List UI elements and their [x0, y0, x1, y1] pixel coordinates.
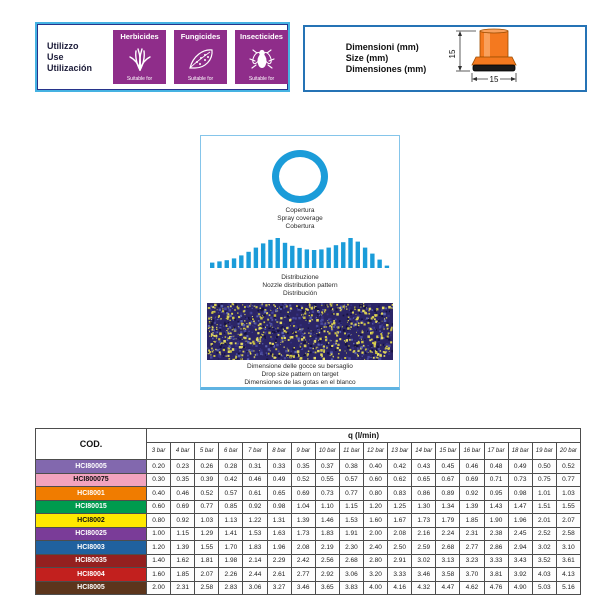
table-row: [36, 581, 581, 595]
flow-value: 3.27: [267, 581, 291, 595]
flow-value: 2.86: [484, 541, 508, 555]
flow-value: 3.02: [412, 554, 436, 568]
flow-value: 0.98: [267, 500, 291, 514]
usage-labels: [37, 41, 113, 74]
flow-value: 0.39: [195, 473, 219, 487]
dropsize-caption: [244, 363, 355, 387]
flow-value: 0.28: [219, 460, 243, 474]
flow-value: 1.81: [195, 554, 219, 568]
flow-value: 0.62: [388, 473, 412, 487]
flow-value: 3.83: [339, 581, 363, 595]
grass-icon: [127, 47, 153, 71]
flow-value: 3.23: [460, 554, 484, 568]
tile-insecticides: [235, 30, 288, 84]
flow-value: 1.30: [412, 500, 436, 514]
flow-value: 4.13: [556, 568, 580, 582]
distribution-bar: [210, 263, 214, 268]
tile-herbicides: [113, 30, 166, 84]
dropsize-caption-en: Drop size pattern on target: [261, 371, 339, 378]
pressure-col-12bar: 12 bar: [363, 443, 387, 460]
distribution-bar: [312, 250, 316, 268]
flow-value: 0.77: [339, 487, 363, 501]
flow-value: 1.62: [171, 554, 195, 568]
flow-value: 1.63: [267, 527, 291, 541]
flow-value: 2.77: [460, 541, 484, 555]
flow-value: 0.92: [171, 514, 195, 528]
distribution-bar-chart: [209, 236, 391, 273]
flow-value: 3.43: [508, 554, 532, 568]
flow-value: 2.30: [339, 541, 363, 555]
flow-value: 2.00: [363, 527, 387, 541]
distribution-bar: [326, 248, 330, 268]
pressure-col-6bar: 6 bar: [219, 443, 243, 460]
flow-value: 4.00: [363, 581, 387, 595]
flow-value: 3.58: [436, 568, 460, 582]
flow-value: 0.35: [171, 473, 195, 487]
distribution-bar: [297, 248, 301, 268]
flow-value: 0.35: [291, 460, 315, 474]
flow-value: 0.30: [147, 473, 171, 487]
flow-value: 1.98: [219, 554, 243, 568]
flow-value: 0.77: [556, 473, 580, 487]
flow-value: 0.50: [532, 460, 556, 474]
flow-value: 0.95: [484, 487, 508, 501]
flow-value: 2.59: [412, 541, 436, 555]
flow-value: 0.83: [388, 487, 412, 501]
pressure-col-17bar: 17 bar: [484, 443, 508, 460]
flow-value: 0.26: [195, 460, 219, 474]
flow-value: 1.03: [195, 514, 219, 528]
flow-value: 1.73: [412, 514, 436, 528]
flow-value: 0.43: [412, 460, 436, 474]
usage-label-it: Utilizzo: [47, 40, 79, 51]
flow-value: 0.69: [291, 487, 315, 501]
flow-value: 0.80: [147, 514, 171, 528]
flow-value: 0.20: [147, 460, 171, 474]
distribution-bar: [217, 261, 221, 268]
pressure-col-4bar: 4 bar: [171, 443, 195, 460]
flow-value: 1.85: [460, 514, 484, 528]
flow-value: 1.20: [363, 500, 387, 514]
dim-label-en: Size (mm): [345, 53, 389, 63]
flow-value: 0.31: [243, 460, 267, 474]
flow-value: 0.55: [315, 473, 339, 487]
flow-value: 2.61: [267, 568, 291, 582]
flow-value: 3.46: [291, 581, 315, 595]
flow-value: 2.56: [315, 554, 339, 568]
flow-value: 3.92: [508, 568, 532, 582]
flow-value: 2.26: [219, 568, 243, 582]
flow-value: 1.83: [243, 541, 267, 555]
flow-value: 0.69: [460, 473, 484, 487]
pressure-col-8bar: 8 bar: [267, 443, 291, 460]
tile-insecticides-title: Insecticides: [240, 32, 283, 41]
flow-value: 0.52: [556, 460, 580, 474]
flow-value: 2.92: [315, 568, 339, 582]
distribution-caption-it: Distribuzione: [281, 274, 319, 281]
pressure-col-3bar: 3 bar: [147, 443, 171, 460]
flow-value: 2.68: [436, 541, 460, 555]
flow-value: 0.92: [460, 487, 484, 501]
flow-value: 4.03: [532, 568, 556, 582]
flow-value: 1.20: [147, 541, 171, 555]
flow-value: 5.03: [532, 581, 556, 595]
flow-rate-table: [35, 428, 581, 595]
flow-value: 3.61: [556, 554, 580, 568]
flow-value: 3.13: [436, 554, 460, 568]
flow-value: 4.90: [508, 581, 532, 595]
flow-value: 1.53: [243, 527, 267, 541]
table-row: [36, 500, 581, 514]
flow-value: 1.51: [532, 500, 556, 514]
coverage-caption-en: Spray coverage: [277, 215, 323, 222]
distribution-bar: [276, 238, 280, 268]
flow-value: 2.07: [556, 514, 580, 528]
flow-value: 1.03: [556, 487, 580, 501]
spray-pattern-box: [200, 135, 400, 390]
flow-value: 0.38: [339, 460, 363, 474]
flow-value: 0.52: [195, 487, 219, 501]
cod-header: COD.: [36, 429, 147, 460]
flow-value: 1.39: [291, 514, 315, 528]
tile-fungicides-caption: Suitable for: [187, 76, 214, 82]
nozzle-code-HCI80035: HCI80035: [36, 554, 147, 568]
pressure-col-19bar: 19 bar: [532, 443, 556, 460]
usage-tiles: [113, 30, 288, 84]
flow-value: 1.91: [339, 527, 363, 541]
flow-value: 1.29: [195, 527, 219, 541]
dropsize-caption-es: Dimensiones de las gotas en el blanco: [244, 379, 356, 386]
flow-value: 0.45: [436, 460, 460, 474]
flow-value: 1.60: [363, 514, 387, 528]
flow-value: 0.49: [267, 473, 291, 487]
dropsize-caption-it: Dimensione delle gocce su bersaglio: [247, 363, 353, 370]
pressure-col-15bar: 15 bar: [436, 443, 460, 460]
flow-value: 3.20: [363, 568, 387, 582]
flow-value: 1.67: [388, 514, 412, 528]
nozzle-code-HCI8001: HCI8001: [36, 487, 147, 501]
flow-value: 3.06: [243, 581, 267, 595]
dimensions-box: [303, 25, 587, 92]
pressure-col-11bar: 11 bar: [339, 443, 363, 460]
flow-value: 1.39: [171, 541, 195, 555]
flow-value: 2.50: [388, 541, 412, 555]
flow-value: 3.33: [484, 554, 508, 568]
flow-value: 2.83: [219, 581, 243, 595]
flow-value: 2.80: [363, 554, 387, 568]
dim-label-it: Dimensioni (mm): [345, 42, 419, 52]
flow-value: 2.44: [243, 568, 267, 582]
distribution-bar: [319, 249, 323, 268]
tile-fungicides: [174, 30, 227, 84]
flow-value: 0.49: [508, 460, 532, 474]
nozzle-code-HCI8003: HCI8003: [36, 541, 147, 555]
table-row: [36, 473, 581, 487]
distribution-bar: [261, 243, 265, 268]
flow-value: 0.46: [460, 460, 484, 474]
table-row: [36, 527, 581, 541]
pressure-col-16bar: 16 bar: [460, 443, 484, 460]
table-row: [36, 568, 581, 582]
flow-value: 2.08: [291, 541, 315, 555]
flow-value: 1.40: [147, 554, 171, 568]
flow-value: 2.58: [556, 527, 580, 541]
flow-value: 1.43: [484, 500, 508, 514]
distribution-bar: [290, 246, 294, 268]
distribution-bar: [334, 245, 338, 268]
flow-value: 0.65: [267, 487, 291, 501]
flow-value: 1.01: [532, 487, 556, 501]
flow-value: 0.23: [171, 460, 195, 474]
flow-value: 2.31: [460, 527, 484, 541]
usage-label-en: Use: [47, 51, 64, 62]
flow-value: 0.42: [388, 460, 412, 474]
table-row: [36, 514, 581, 528]
flow-value: 1.22: [243, 514, 267, 528]
flow-value: 0.40: [363, 460, 387, 474]
flow-value: 0.46: [171, 487, 195, 501]
table-row: [36, 554, 581, 568]
nozzle-code-HCI8002: HCI8002: [36, 514, 147, 528]
flow-value: 0.80: [363, 487, 387, 501]
flow-value: 4.16: [388, 581, 412, 595]
flow-value: 2.68: [339, 554, 363, 568]
flow-value: 2.08: [388, 527, 412, 541]
flow-value: 1.13: [219, 514, 243, 528]
flow-value: 2.24: [436, 527, 460, 541]
distribution-caption: [262, 274, 337, 298]
flow-value: 1.60: [147, 568, 171, 582]
nozzle-code-HCI8004: HCI8004: [36, 568, 147, 582]
flow-value: 0.77: [195, 500, 219, 514]
nozzle-code-HCI80015: HCI80015: [36, 500, 147, 514]
flow-value: 0.60: [147, 500, 171, 514]
flow-value: 0.86: [412, 487, 436, 501]
flow-value: 3.70: [460, 568, 484, 582]
flow-value: 3.06: [339, 568, 363, 582]
distribution-bar: [370, 254, 374, 268]
table-row: [36, 460, 581, 474]
flow-value: 1.96: [267, 541, 291, 555]
dimension-labels: [346, 42, 427, 75]
leaf-icon: [187, 47, 215, 71]
coverage-caption: [277, 207, 323, 231]
tile-herbicides-caption: Suitable for: [126, 76, 153, 82]
flow-value: 0.73: [508, 473, 532, 487]
nozzle-code-HCI80005: HCI80005: [36, 460, 147, 474]
flow-value: 1.34: [436, 500, 460, 514]
flow-value: 1.47: [508, 500, 532, 514]
pressure-col-7bar: 7 bar: [243, 443, 267, 460]
flow-value: 2.45: [508, 527, 532, 541]
distribution-bar: [341, 242, 345, 268]
flow-value: 0.33: [267, 460, 291, 474]
pressure-col-20bar: 20 bar: [556, 443, 580, 460]
fly-icon: [249, 47, 275, 71]
distribution-bar: [305, 249, 309, 268]
flow-value: 1.55: [195, 541, 219, 555]
flow-value: 2.42: [291, 554, 315, 568]
q-header: q (l/min): [147, 429, 581, 443]
flow-value: 0.65: [412, 473, 436, 487]
tile-insecticides-caption: Suitable for: [248, 76, 275, 82]
nozzle-code-HCI8005: HCI8005: [36, 581, 147, 595]
flow-value: 0.73: [315, 487, 339, 501]
flow-value: 1.79: [436, 514, 460, 528]
flow-value: 1.53: [339, 514, 363, 528]
table-row: [36, 487, 581, 501]
distribution-caption-es: Distribución: [283, 290, 317, 297]
tile-fungicides-title: Fungicides: [180, 32, 221, 41]
flow-value: 1.90: [484, 514, 508, 528]
flow-value: 1.83: [315, 527, 339, 541]
pressure-col-13bar: 13 bar: [388, 443, 412, 460]
flow-value: 0.67: [436, 473, 460, 487]
nozzle-code-HCI80025: HCI80025: [36, 527, 147, 541]
flow-value: 3.02: [532, 541, 556, 555]
distribution-bar: [246, 252, 250, 268]
pressure-col-9bar: 9 bar: [291, 443, 315, 460]
flow-value: 2.52: [532, 527, 556, 541]
flow-value: 1.25: [388, 500, 412, 514]
dim-label-es: Dimensiones (mm): [345, 64, 427, 74]
flow-value: 1.15: [171, 527, 195, 541]
distribution-bar: [363, 248, 367, 268]
distribution-bar: [254, 248, 258, 268]
spray-coverage-circle: [272, 150, 328, 203]
flow-value: 0.57: [339, 473, 363, 487]
nozzle-height-dim: 15: [448, 49, 458, 59]
flow-value: 0.60: [363, 473, 387, 487]
distribution-bar: [225, 260, 229, 268]
pressure-col-5bar: 5 bar: [195, 443, 219, 460]
flow-value: 0.46: [243, 473, 267, 487]
flow-value: 1.70: [219, 541, 243, 555]
flow-value: 0.89: [436, 487, 460, 501]
flow-value: 0.98: [508, 487, 532, 501]
distribution-bar: [348, 238, 352, 268]
flow-value: 3.33: [388, 568, 412, 582]
flow-value: 1.46: [315, 514, 339, 528]
flow-value: 0.52: [291, 473, 315, 487]
flow-value: 1.96: [508, 514, 532, 528]
flow-value: 1.15: [339, 500, 363, 514]
flow-value: 0.85: [219, 500, 243, 514]
flow-value: 1.55: [556, 500, 580, 514]
flow-value: 2.58: [195, 581, 219, 595]
flow-value: 1.85: [171, 568, 195, 582]
distribution-bar: [356, 242, 360, 268]
pressure-col-10bar: 10 bar: [315, 443, 339, 460]
pressure-col-14bar: 14 bar: [412, 443, 436, 460]
flow-value: 2.91: [388, 554, 412, 568]
flow-value: 2.07: [195, 568, 219, 582]
flow-value: 4.62: [460, 581, 484, 595]
flow-value: 0.71: [484, 473, 508, 487]
distribution-bar: [385, 266, 389, 268]
flow-value: 3.46: [412, 568, 436, 582]
flow-value: 2.16: [412, 527, 436, 541]
flow-value: 4.76: [484, 581, 508, 595]
coverage-caption-it: Copertura: [285, 207, 315, 214]
flow-value: 0.69: [171, 500, 195, 514]
usage-box: [35, 22, 290, 92]
flow-value: 2.19: [315, 541, 339, 555]
flow-value: 2.01: [532, 514, 556, 528]
flow-value: 2.94: [508, 541, 532, 555]
nozzle-width-dim: 15: [489, 75, 499, 84]
distribution-bar: [377, 260, 381, 268]
flow-value: 0.57: [219, 487, 243, 501]
flow-value: 2.77: [291, 568, 315, 582]
flow-value: 2.38: [484, 527, 508, 541]
flow-value: 2.31: [171, 581, 195, 595]
flow-value: 1.39: [460, 500, 484, 514]
distribution-bar: [232, 258, 236, 268]
distribution-bar: [283, 243, 287, 268]
usage-label-es: Utilización: [47, 62, 93, 73]
flow-value: 1.10: [315, 500, 339, 514]
coverage-caption-es: Cobertura: [285, 223, 315, 230]
flow-value: 3.10: [556, 541, 580, 555]
flow-value: 3.52: [532, 554, 556, 568]
flow-value: 1.04: [291, 500, 315, 514]
flow-value: 3.81: [484, 568, 508, 582]
distribution-bar: [268, 240, 272, 268]
flow-value: 4.32: [412, 581, 436, 595]
flow-value: 2.00: [147, 581, 171, 595]
tile-herbicides-title: Herbicides: [120, 32, 159, 41]
flow-value: 1.31: [267, 514, 291, 528]
distribution-caption-en: Nozzle distribution pattern: [262, 282, 338, 289]
flow-value: 1.73: [291, 527, 315, 541]
flow-value: 0.61: [243, 487, 267, 501]
table-row: [36, 541, 581, 555]
nozzle-drawing: [440, 27, 544, 90]
flow-value: 0.37: [315, 460, 339, 474]
distribution-bar: [239, 255, 243, 268]
drop-size-pattern: [207, 303, 393, 360]
flow-value: 0.42: [219, 473, 243, 487]
pressure-col-18bar: 18 bar: [508, 443, 532, 460]
flow-value: 1.00: [147, 527, 171, 541]
flow-value: 1.41: [219, 527, 243, 541]
flow-value: 0.48: [484, 460, 508, 474]
flow-value: 0.92: [243, 500, 267, 514]
flow-value: 0.75: [532, 473, 556, 487]
nozzle-code-HCI800075: HCI800075: [36, 473, 147, 487]
flow-value: 2.29: [267, 554, 291, 568]
flow-value: 0.40: [147, 487, 171, 501]
flow-value: 5.16: [556, 581, 580, 595]
flow-value: 2.14: [243, 554, 267, 568]
flow-value: 2.40: [363, 541, 387, 555]
flow-value: 4.47: [436, 581, 460, 595]
flow-value: 3.65: [315, 581, 339, 595]
